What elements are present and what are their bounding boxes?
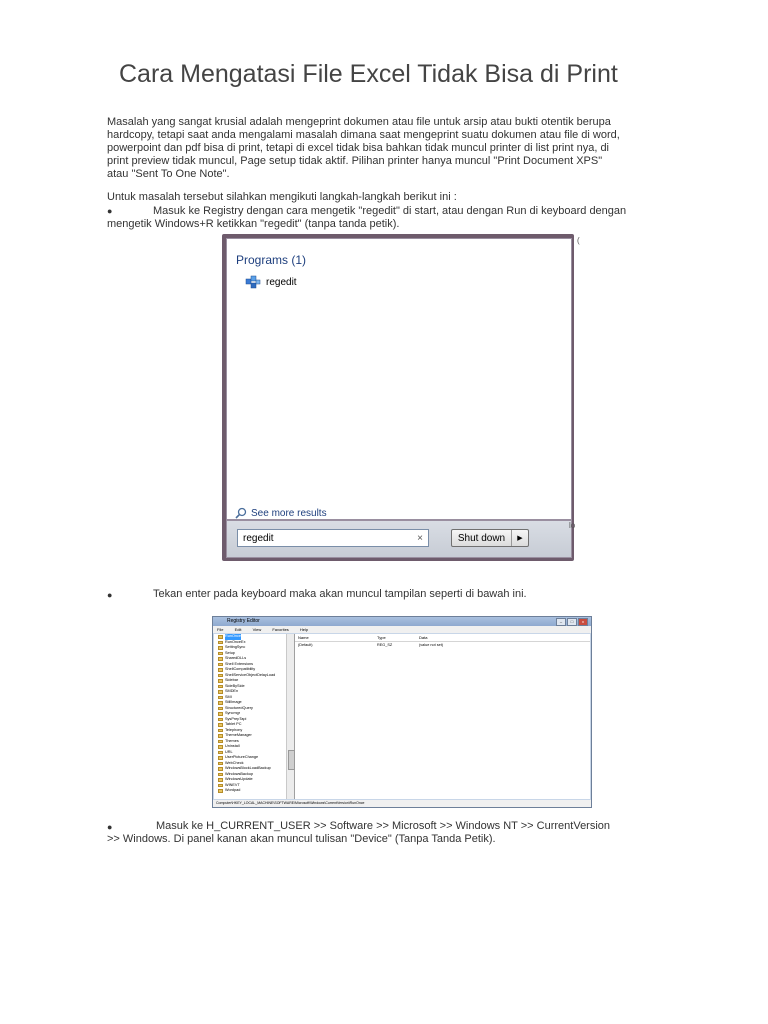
tree-item-label: Syncmgr xyxy=(225,711,240,715)
edge-fragment-top: ( xyxy=(577,236,580,245)
tree-item-label: ThemeManager xyxy=(225,733,252,737)
folder-icon xyxy=(218,696,223,700)
tree-item-label: StructuredQuery xyxy=(225,705,253,710)
shutdown-button[interactable] xyxy=(451,529,529,547)
tree-item-label: RunOnceEx xyxy=(225,639,246,644)
tree-item-label: Themes xyxy=(225,738,239,743)
folder-icon xyxy=(218,718,223,722)
maximize-icon[interactable]: □ xyxy=(567,618,577,626)
folder-icon xyxy=(218,635,223,639)
tree-item-label: SharedDLLs xyxy=(225,656,247,660)
intro-line-2: hardcopy, tetapi saat anda mengalami masalah dimana saat mengeprint suatu dokumen atau file di word, xyxy=(107,129,620,141)
tree-item-label: URL xyxy=(225,749,233,754)
clear-search-icon[interactable]: × xyxy=(417,533,423,544)
tree-item-label: Wordpad xyxy=(225,788,241,792)
folder-icon xyxy=(218,729,223,733)
tree-item-label: RunOnce xyxy=(225,634,242,638)
folder-icon xyxy=(218,674,223,678)
intro-line-4: print preview tidak muncul, Page setup tidak aktif. Pilihan printer hanya muncul "Print Document XPS" xyxy=(107,155,603,167)
folder-icon xyxy=(218,663,223,667)
tree-scrollbar-thumb[interactable] xyxy=(288,750,295,770)
folder-icon xyxy=(218,679,223,683)
start-menu-bottom-bar xyxy=(226,520,572,558)
registry-values-pane xyxy=(295,634,590,799)
folder-icon xyxy=(218,767,223,771)
step-2-line-1: Tekan enter pada keyboard maka akan muncul tampilan seperti di bawah ini. xyxy=(153,588,527,600)
tree-item-label: WindowsBackup xyxy=(225,771,254,776)
tree-item-label: WindowsUpdate xyxy=(225,777,253,781)
column-name[interactable]: Name xyxy=(298,635,309,640)
regedit-titlebar xyxy=(213,617,591,626)
search-icon xyxy=(235,507,247,519)
see-more-label: See more results xyxy=(251,507,327,519)
value-row[interactable] xyxy=(295,642,590,648)
menu-view[interactable]: View xyxy=(252,627,262,632)
menu-edit[interactable]: Edit xyxy=(234,627,242,632)
folder-icon xyxy=(218,701,223,705)
tree-item-label: SysPrepTapi xyxy=(225,716,247,721)
tree-item-label: SideBySide xyxy=(225,683,245,688)
folder-icon xyxy=(218,652,223,656)
folder-icon xyxy=(218,751,223,755)
menu-help[interactable]: Help xyxy=(299,627,309,632)
search-input-value: regedit xyxy=(243,533,274,544)
folder-icon xyxy=(218,745,223,749)
tree-item-label: ShellServiceObjectDelayLoad xyxy=(225,672,276,677)
tree-item-label: SMI xyxy=(225,694,232,699)
program-item-label: regedit xyxy=(266,276,297,288)
intro-line-5: atau "Sent To One Note". xyxy=(107,168,230,180)
see-more-results-link[interactable] xyxy=(235,507,327,519)
tree-scrollbar[interactable] xyxy=(286,634,294,799)
bullet-step-1: ● xyxy=(107,206,113,216)
value-name: (Default) xyxy=(298,643,313,647)
tree-item-label: Telephony xyxy=(225,727,243,732)
folder-icon xyxy=(218,685,223,689)
step-1-line-1: Masuk ke Registry dengan cara mengetik "regedit" di start, atau dengan Run di keyboard dengan xyxy=(153,205,627,217)
tree-item-label: WebCheck xyxy=(225,760,244,765)
tree-item-label: Sidebar xyxy=(225,678,239,682)
start-search-input[interactable] xyxy=(237,529,429,547)
bullet-step-3: ● xyxy=(107,822,113,832)
values-header xyxy=(295,634,590,642)
folder-icon xyxy=(218,734,223,738)
folder-icon xyxy=(218,740,223,744)
step-3-line-2: >> Windows. Di panel kanan akan muncul tulisan "Device" (Tanpa Tanda Petik). xyxy=(107,833,496,845)
folder-icon xyxy=(218,712,223,716)
tree-item-label: SettingSync xyxy=(225,645,246,649)
menu-favorites[interactable]: Favorites xyxy=(272,627,289,632)
registry-editor-screenshot xyxy=(212,616,592,808)
tree-item[interactable] xyxy=(214,788,294,794)
page-title: Cara Mengatasi File Excel Tidak Bisa di Print xyxy=(119,60,618,88)
minimize-icon[interactable]: – xyxy=(556,618,566,626)
edge-fragment-bottom: lo xyxy=(569,521,576,530)
start-menu-results-panel xyxy=(226,238,572,520)
shutdown-options-arrow-icon[interactable]: ▶ xyxy=(517,535,523,542)
value-type: REG_SZ xyxy=(377,643,393,647)
intro-line-3: powerpoint dan pdf bisa di print, tetapi di excel tidak bisa bahkan tidak muncul printer di list print nya, di xyxy=(107,142,610,154)
programs-heading: Programs (1) xyxy=(236,253,307,267)
step-1-line-2: mengetik Windows+R ketikkan "regedit" (tanpa tanda petik). xyxy=(107,218,400,230)
start-menu-screenshot xyxy=(222,234,574,561)
folder-icon xyxy=(218,756,223,760)
shutdown-button-label: Shut down xyxy=(452,530,512,546)
program-item-regedit[interactable] xyxy=(245,274,297,290)
intro-line-1: Masalah yang sangat krusial adalah mengeprint dokumen atau file untuk arsip atau bukti otentik berupa xyxy=(107,116,611,128)
regedit-menubar xyxy=(213,626,591,633)
folder-icon xyxy=(218,778,223,782)
tree-item-label: Setup xyxy=(225,650,235,655)
folder-icon xyxy=(218,646,223,650)
folder-icon xyxy=(218,657,223,661)
column-type[interactable]: Type xyxy=(377,635,386,640)
menu-file[interactable]: File xyxy=(217,627,224,632)
tree-item-label: Shell Extensions xyxy=(225,661,254,666)
tree-item-label: WINEVT xyxy=(225,782,240,787)
folder-icon xyxy=(218,789,223,793)
folder-icon xyxy=(218,784,223,788)
folder-icon xyxy=(218,707,223,711)
step-3-line-1: Masuk ke H_CURRENT_USER >> Software >> Microsoft >> Windows NT >> CurrentVersion xyxy=(156,820,611,832)
folder-icon xyxy=(218,690,223,694)
window-controls xyxy=(556,618,588,626)
value-data: (value not set) xyxy=(419,643,444,647)
folder-icon xyxy=(218,641,223,645)
bullet-step-2: ● xyxy=(107,590,113,600)
close-icon[interactable]: x xyxy=(578,618,588,626)
regedit-window-title: Registry Editor xyxy=(227,618,260,624)
regedit-statusbar: Computer\HKEY_LOCAL_MACHINE\SOFTWARE\Microsoft\Windows\CurrentVersion\RunOnce xyxy=(213,800,591,807)
tree-item-label: ShellCompatibility xyxy=(225,667,256,671)
folder-icon xyxy=(218,668,223,672)
folder-icon xyxy=(218,762,223,766)
tree-item-label: WindowsBlockLoadBackup xyxy=(225,766,271,770)
column-data[interactable]: Data xyxy=(419,635,428,640)
folder-icon xyxy=(218,723,223,727)
folder-icon xyxy=(218,773,223,777)
registry-tree-pane xyxy=(214,634,295,799)
tree-item-label: Uninstall xyxy=(225,744,240,748)
tree-item-label: SMDEn xyxy=(225,689,239,693)
steps-intro: Untuk masalah tersebut silahkan mengikuti langkah-langkah berikut ini : xyxy=(107,191,457,203)
regedit-icon xyxy=(245,274,261,290)
tree-item-label: StillImage xyxy=(225,700,242,704)
tree-item-label: UserPictureChange xyxy=(225,755,259,759)
tree-item-label: Tablet PC xyxy=(225,722,242,726)
